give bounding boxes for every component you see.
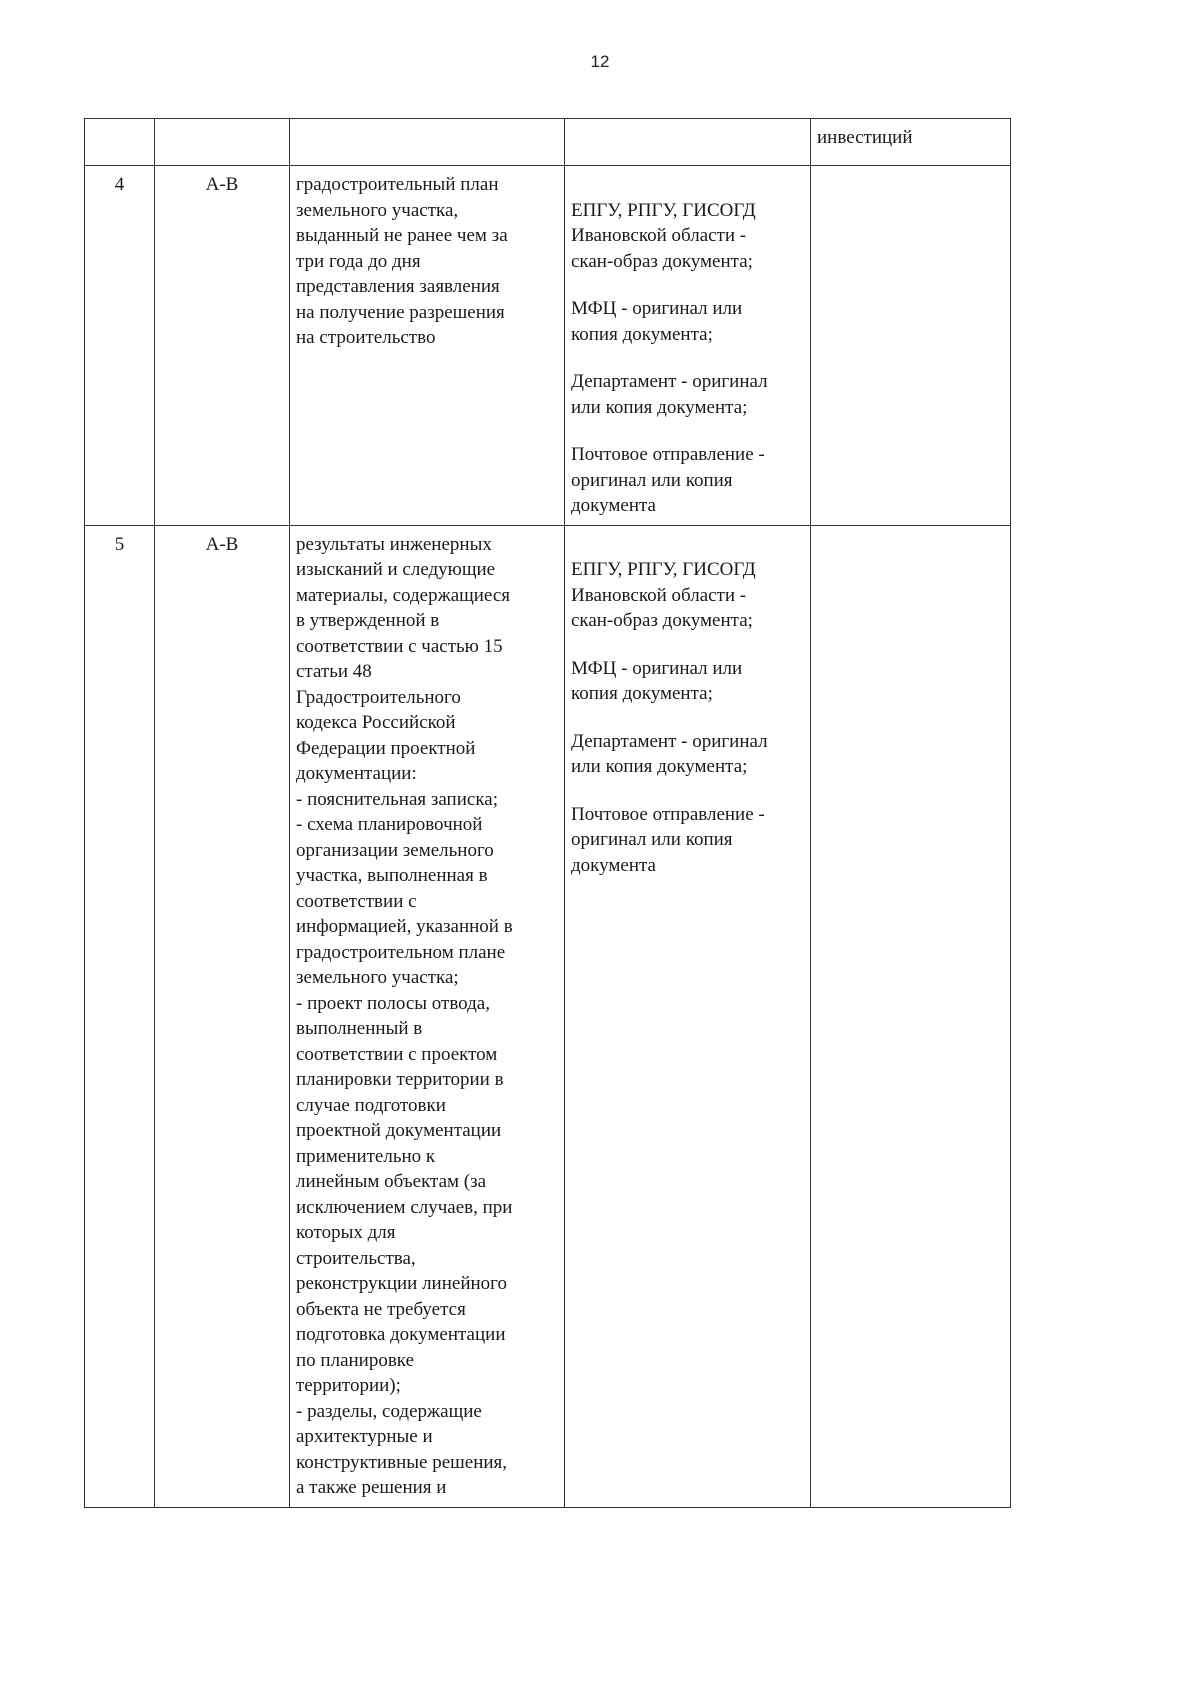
source-item: Почтовое отправление - оригинал или копия документа — [571, 444, 765, 516]
extra-cell — [811, 166, 1011, 526]
row-number: 5 — [85, 525, 155, 1507]
source-item: ЕПГУ, РПГУ, ГИСОГД Ивановской области - скан-образ документа; — [571, 199, 756, 272]
header-cell — [290, 119, 565, 166]
row-number: 4 — [85, 166, 155, 526]
submission-sources — [565, 525, 811, 1507]
page-number: 12 — [590, 52, 610, 71]
header-cell — [155, 119, 290, 166]
submission-sources — [565, 166, 811, 526]
document-description: градостроительный план земельного участка, выданный не ранее чем за три года до дня представления заявления на получение разрешения на строительство — [290, 166, 565, 526]
document-description: результаты инженерных изысканий и следующие материалы, содержащиеся в утвержденной в соответствии с частью 15 статьи 48 Градостроительного кодекса Российской Федерации проектной документации: - пояснительная записка; - схема планировочной организации земельного участка, выполненная в соответствии с информацией, указанной в градостроительном плане земельного участка; - проект полосы отвода, выполненный в соответствии с проектом планировки территории в случае подготовки проектной документации применительно к линейным объектам (за исключением случаев, при которых для строительства, реконструкции линейного объекта не требуется подготовка документации по планировке территории); - разделы, содержащие архитектурные и конструктивные решения, а также решения и — [290, 525, 565, 1507]
table-row — [85, 525, 1011, 1507]
extra-cell — [811, 525, 1011, 1507]
source-item: Департамент - оригинал или копия документа; — [571, 730, 768, 777]
row-code: А-В — [155, 166, 290, 526]
document-table — [84, 118, 1011, 1508]
source-item: МФЦ - оригинал или копия документа; — [571, 657, 743, 704]
source-item: Департамент - оригинал или копия документа; — [571, 371, 768, 418]
row-code: А-В — [155, 525, 290, 1507]
header-cell — [85, 119, 155, 166]
source-item: Почтовое отправление - оригинал или копия документа — [571, 803, 765, 876]
table-header-row — [85, 119, 1011, 166]
source-item: МФЦ - оригинал или копия документа; — [571, 298, 743, 345]
header-cell — [565, 119, 811, 166]
table-row — [85, 166, 1011, 526]
source-item: ЕПГУ, РПГУ, ГИСОГД Ивановской области - скан-образ документа; — [571, 559, 756, 631]
header-cell: инвестиций — [811, 119, 1011, 166]
